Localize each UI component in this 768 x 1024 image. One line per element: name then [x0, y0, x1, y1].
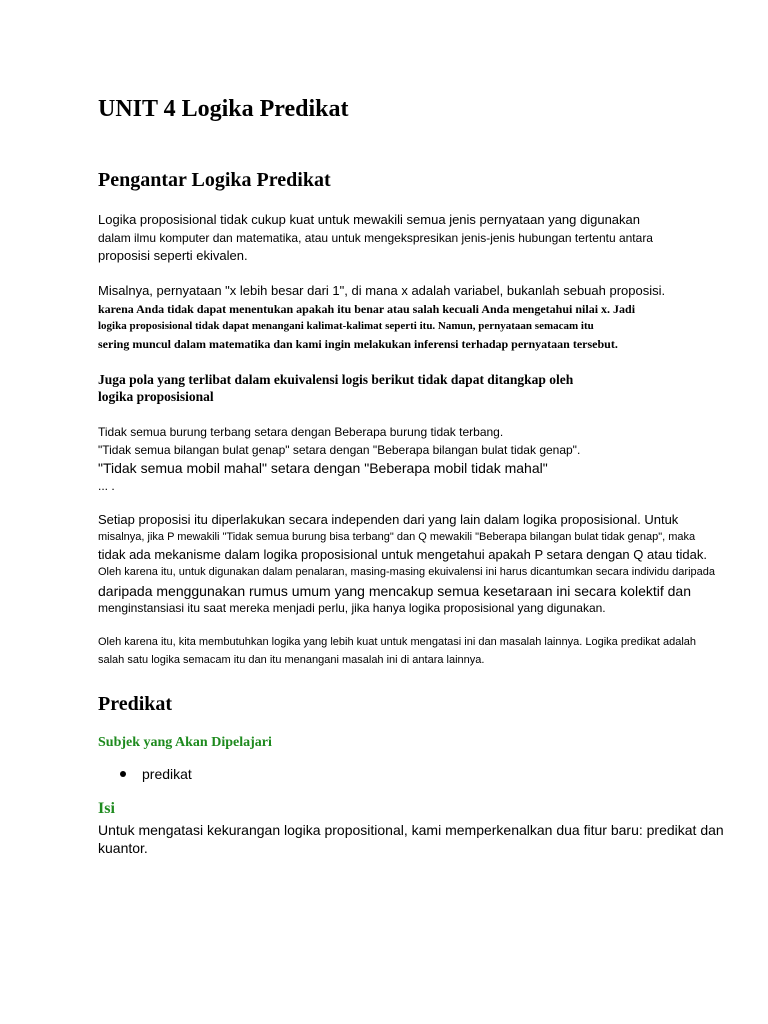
page-title: UNIT 4 Logika Predikat	[98, 96, 349, 122]
paragraph-line: Oleh karena itu, kita membutuhkan logika yang lebih kuat untuk mengatasi ini dan masalah lainnya. Logika predikat adalah	[98, 636, 697, 648]
paragraph-line: Misalnya, pernyataan "x lebih besar dari 1", di mana x adalah variabel, bukanlah sebuah proposisi.	[98, 283, 666, 298]
paragraph-line: daripada menggunakan rumus umum yang mencakup semua kesetaraan ini secara kolektif dan	[98, 583, 692, 599]
bullet-icon	[120, 771, 126, 777]
example-line: "Tidak semua mobil mahal" setara dengan "Beberapa mobil tidak mahal"	[98, 460, 548, 476]
list-item	[98, 766, 192, 784]
paragraph-line: kuantor.	[98, 840, 148, 856]
paragraph-line: dalam ilmu komputer dan matematika, atau untuk mengekspresikan jenis-jenis hubungan tertentu antara	[98, 231, 653, 245]
example-line: "Tidak semua bilangan bulat genap" setara dengan "Beberapa bilangan bulat tidak genap".	[98, 443, 581, 457]
paragraph-line: Setiap proposisi itu diperlakukan secara independen dari yang lain dalam logika proposisional. Untuk	[98, 512, 679, 527]
example-line: ... .	[98, 479, 115, 493]
paragraph-line: salah satu logika semacam itu dan itu menangani masalah ini di antara lainnya.	[98, 654, 485, 666]
paragraph-line: Untuk mengatasi kekurangan logika propositional, kami memperkenalkan dua fitur baru: predikat dan	[98, 822, 724, 838]
section-heading-intro: Pengantar Logika Predikat	[98, 169, 331, 191]
subheading-subjects: Subjek yang Akan Dipelajari	[98, 735, 272, 750]
paragraph-line: logika proposisional tidak dapat menangani kalimat-kalimat seperti itu. Namun, pernyataan semacam itu	[98, 320, 594, 332]
list-item-label: predikat	[142, 766, 192, 782]
paragraph-line: karena Anda tidak dapat menentukan apakah itu benar atau salah kecuali Anda mengetahui nilai x. Jadi	[98, 302, 636, 316]
paragraph-line: tidak ada mekanisme dalam logika proposisional untuk mengetahui apakah P setara dengan Q atau tidak.	[98, 547, 707, 562]
subject-list	[98, 766, 192, 784]
section-heading-predikat: Predikat	[98, 693, 173, 715]
paragraph-line: Oleh karena itu, untuk digunakan dalam penalaran, masing-masing ekuivalensi ini harus dicantumkan secara individu daripada	[98, 566, 715, 578]
subheading-isi: Isi	[98, 800, 115, 817]
paragraph-line: logika proposisional	[98, 389, 214, 404]
paragraph-line: proposisi seperti ekivalen.	[98, 248, 248, 263]
paragraph-line: menginstansiasi itu saat mereka menjadi perlu, jika hanya logika proposisional yang digunakan.	[98, 601, 606, 615]
paragraph-line: sering muncul dalam matematika dan kami ingin melakukan inferensi terhadap pernyataan tersebut.	[98, 337, 618, 351]
example-line: Tidak semua burung terbang setara dengan Beberapa burung tidak terbang.	[98, 425, 504, 439]
paragraph-line: Logika proposisional tidak cukup kuat untuk mewakili semua jenis pernyataan yang digunakan	[98, 212, 641, 227]
paragraph-line: misalnya, jika P mewakili "Tidak semua burung bisa terbang" dan Q mewakili "Beberapa bilangan bulat tidak genap", maka	[98, 531, 696, 543]
paragraph-line: Juga pola yang terlibat dalam ekuivalensi logis berikut tidak dapat ditangkap oleh	[98, 372, 574, 387]
